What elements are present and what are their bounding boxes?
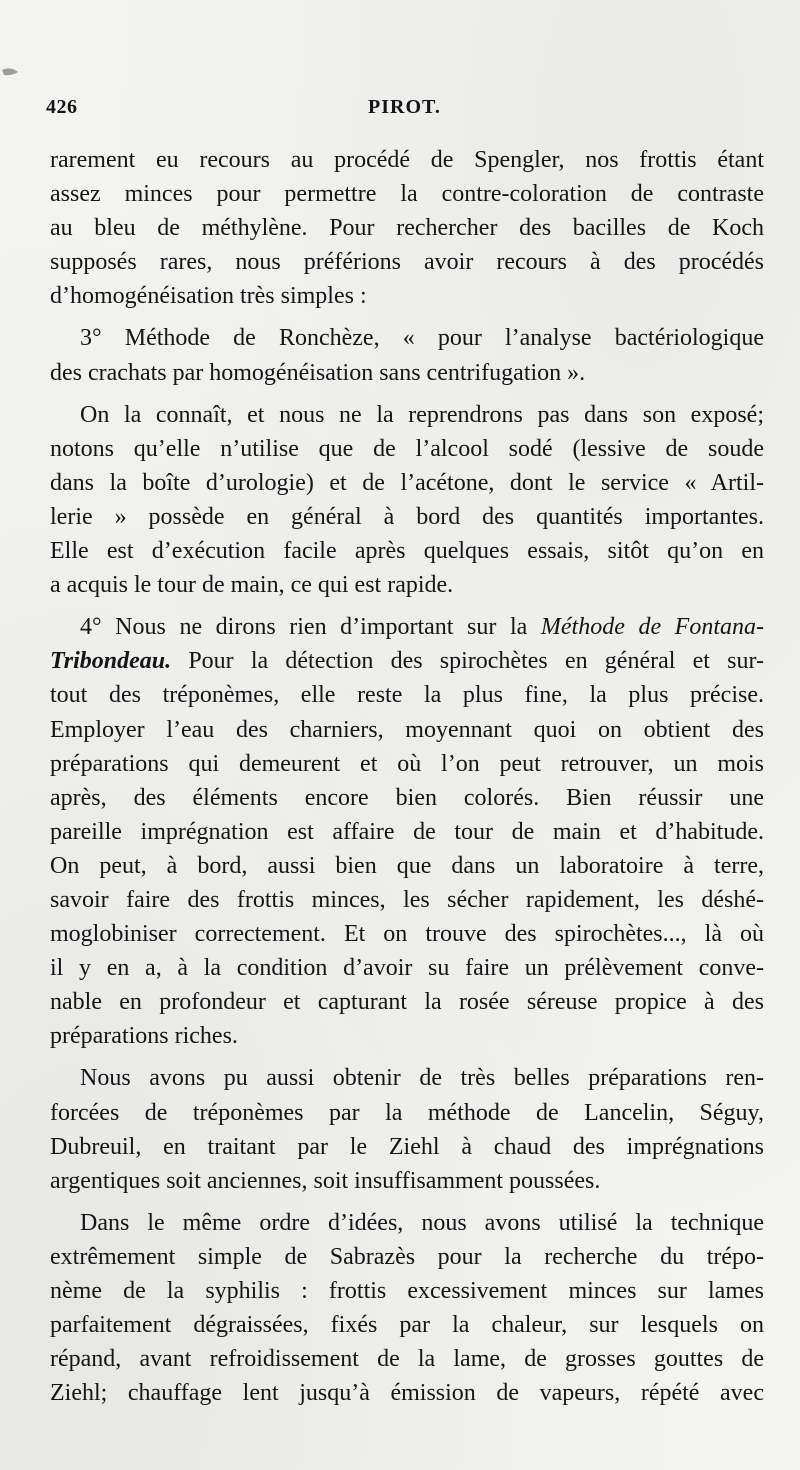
running-head: PIROT. (368, 96, 441, 118)
text-line: il y en a, à la condition d’avoir su faire un prélèvement conve- (50, 955, 764, 982)
text-line: moglobiniser correctement. Et on trouve des spirochètes..., là où (50, 921, 764, 948)
text-line: tout des tréponèmes, elle reste la plus fine, la plus précise. (50, 682, 764, 709)
text-line: préparations riches. (50, 1023, 238, 1050)
text-line: Dubreuil, en traitant par le Ziehl à chaud des imprégnations (50, 1133, 764, 1160)
text-line: savoir faire des frottis minces, les sécher rapidement, les déshé- (50, 886, 764, 913)
method-name-italic: Tribondeau. (50, 648, 172, 675)
text-segment: Pour la détection des spirochètes en général et sur- (171, 648, 764, 675)
page-number: 426 (46, 96, 78, 118)
text-line: au bleu de méthylène. Pour rechercher des bacilles de Koch (50, 215, 764, 242)
text-line: extrêmement simple de Sabrazès pour la recherche du trépo- (50, 1243, 764, 1270)
text-line: a acquis le tour de main, ce qui est rapide. (50, 572, 454, 599)
text-line: notons qu’elle n’utilise que de l’alcool sodé (lessive de soude (50, 435, 764, 462)
text-line: d’homogénéisation très simples : (50, 283, 367, 310)
text-line: argentiques soit anciennes, soit insuffisamment poussées. (50, 1167, 601, 1194)
text-line: répand, avant refroidissement de la lame, de grosses gouttes de (50, 1346, 764, 1373)
text-line: Nous avons pu aussi obtenir de très belles préparations ren- (80, 1065, 764, 1092)
text-line: nème de la syphilis : frottis excessivement minces sur lames (50, 1278, 764, 1304)
text-line: dans la boîte d’urologie) et de l’acétone, dont le service « Artil- (50, 469, 764, 496)
text-segment: 4° Nous ne dirons rien d’important sur la (80, 614, 541, 641)
text-line: Ziehl; chauffage lent jusqu’à émission de vapeurs, répété avec (50, 1380, 764, 1407)
text-line: On peut, à bord, aussi bien que dans un laboratoire à terre, (50, 852, 764, 879)
text-line: parfaitement dégraissées, fixés par la chaleur, sur lesquels on (50, 1312, 764, 1339)
text-line: des crachats par homogénéisation sans centrifugation ». (50, 359, 586, 386)
text-line: préparations qui demeurent et où l’on peut retrouver, un mois (50, 750, 764, 777)
text-line: assez minces pour permettre la contre-coloration de contraste (50, 181, 764, 208)
text-line: Dans le même ordre d’idées, nous avons utilisé la technique (80, 1209, 764, 1236)
text-line: rarement eu recours au procédé de Spengler, nos frottis étant (50, 147, 764, 173)
text-line: Elle est d’exécution facile après quelques essais, sitôt qu’on en (50, 538, 764, 565)
body-text (50, 143, 764, 1410)
text-line: 3° Méthode de Ronchèze, « pour l’analyse bactériologique (80, 325, 764, 352)
text-line: lerie » possède en général à bord des quantités importantes. (50, 503, 764, 530)
page-smudge (0, 0, 30, 80)
text-line: forcées de tréponèmes par la méthode de Lancelin, Séguy, (50, 1099, 764, 1126)
text-line: pareille imprégnation est affaire de tour de main et d’habitude. (50, 818, 764, 845)
text-line: On la connaît, et nous ne la reprendrons pas dans son exposé; (80, 401, 764, 428)
text-line (50, 610, 764, 644)
text-line: nable en profondeur et capturant la rosée séreuse propice à des (50, 989, 764, 1016)
text-line: Employer l’eau des charniers, moyennant quoi on obtient des (50, 716, 764, 743)
page-header (46, 96, 760, 136)
text-line: supposés rares, nous préférions avoir recours à des procédés (50, 249, 764, 276)
text-line (50, 644, 764, 678)
text-line: après, des éléments encore bien colorés. Bien réussir une (50, 784, 764, 811)
method-name-italic: Méthode de Fontana- (540, 614, 764, 641)
